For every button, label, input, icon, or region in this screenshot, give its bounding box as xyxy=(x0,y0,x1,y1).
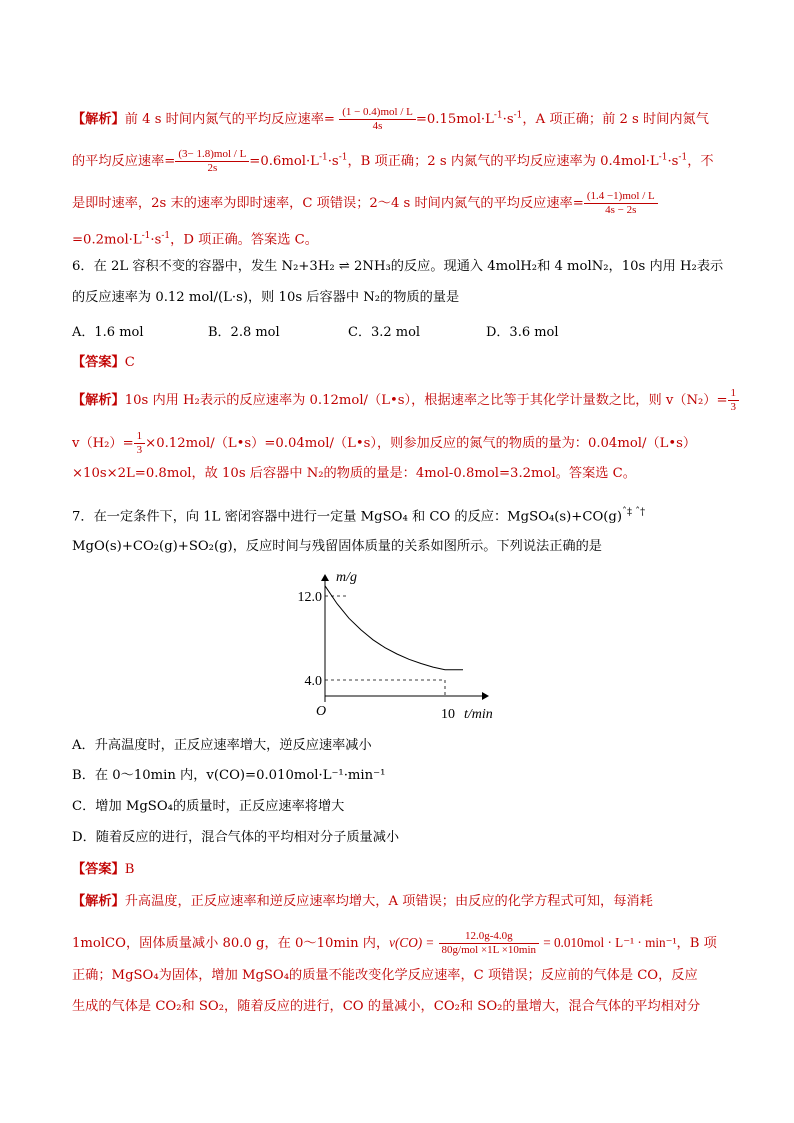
y-axis-label: m/g xyxy=(336,570,357,585)
q7-stem-line-2: MgO(s)+CO₂(g)+SO₂(g)，反应时间与残留固体质量的关系如图所示。下列说法正确的是 xyxy=(72,539,602,554)
q7-option-b[interactable]: B．在 0～10min 内，v(CO)=0.010mol·L⁻¹·min⁻¹ xyxy=(72,768,386,783)
q6-option-c[interactable]: C．3.2 mol xyxy=(348,325,421,340)
q6-explanation-line-3: ×10s×2L=0.8mol，故 10s 后容器中 N₂的物质的量是：4mol-0.8mol=3.2mol。答案选 C。 xyxy=(72,466,636,481)
origin-label: O xyxy=(316,704,327,719)
q7-answer xyxy=(72,862,134,878)
q5-explanation-line-3: 是即时速率，2s 末的速率为即时速率，C 项错误；2～4 s 时间内氮气的平均反应速率= $\frac{\text{(1.4 −1)mol / L}}{4s - 2s}$ xyxy=(72,190,658,217)
q7-option-d[interactable]: D．随着反应的进行，混合气体的平均相对分子质量减小 xyxy=(72,830,400,845)
q7-option-c[interactable]: C．增加 MgSO₄的质量时，正反应速率将增大 xyxy=(72,799,345,814)
q6-explanation-line-1: 【解析】10s 内用 H₂表示的反应速率为 0.12mol/（L•s），根据速率之比等于其化学计量数之比，则 v（N₂）= $\frac{1}{3}$ xyxy=(72,387,739,414)
fraction-vco: $\frac{12.0g-4.0g}{\text{80g/mol ×1L ×10min}}$ xyxy=(439,930,540,957)
mass-curve xyxy=(325,586,463,670)
q6-stem-line-2: 的反应速率为 0.12 mol/(L·s)，则 10s 后容器中 N₂的物质的量是 xyxy=(72,290,460,305)
answer-value: C xyxy=(124,355,135,370)
q6-option-a[interactable]: A．1.6 mol xyxy=(72,325,144,340)
q5-explanation-line-2: 的平均反应速率= $\frac{\text{(3− 1.8)mol / L}}{2s}$ $=0.6mol\cdot L^{-1}\cdot s^{-1}$，B 项正确；2 s 内氮气的平均反应速率为 $0.4mol\cdot L^{-1}\cdot s^{-1}$，不 xyxy=(72,148,714,174)
q7-explanation-line-3: 正确；MgSO₄为固体，增加 MgSO₄的质量不能改变化学反应速率，C 项错误；反应前的气体是 CO，反应 xyxy=(72,968,698,983)
equilibrium-arrow-glyph: ˆ‡ ˆ† xyxy=(621,507,646,518)
y-tick-label-12: 12.0 xyxy=(297,590,322,605)
q7-option-a[interactable]: A．升高温度时，正反应速率增大，逆反应速率减小 xyxy=(72,738,372,753)
fraction-one-third: $\frac{1}{3}$ xyxy=(134,430,146,457)
explanation-tag: 【解析】 xyxy=(72,393,125,408)
q7-explanation-line-2: 1molCO，固体质量减小 80.0 g，在 0～10min 内，v(CO) = $\frac{12.0g-4.0g}{\text{80g/mol ×1L ×10min}}$ = 0.010mol · L⁻¹ · min⁻¹，B 项 xyxy=(72,930,717,956)
fraction-3: $\frac{\text{(1.4 −1)mol / L}}{4s - 2s}$ xyxy=(584,190,658,217)
answer-tag: 【答案】 xyxy=(72,862,125,877)
explanation-tag: 【解析】 xyxy=(72,112,125,127)
fraction-1: $\frac{\text{(1 − 0.4)mol / L}}{4s}$ xyxy=(339,106,416,133)
x-tick-label-10: 10 xyxy=(441,707,455,722)
q5-explanation-line-4: $=0.2mol\cdot L^{-1}\cdot s^{-1}$，D 项正确。答案选 C。 xyxy=(72,231,318,248)
q6-option-d[interactable]: D．3.6 mol xyxy=(486,325,559,340)
q7-explanation-line-1: 【解析】升高温度，正反应速率和逆反应速率均增大，A 项错误；由反应的化学方程式可知，每消耗 xyxy=(72,894,653,909)
fraction-2: $\frac{\text{(3− 1.8)mol / L}}{2s}$ xyxy=(175,148,249,175)
q7-explanation-line-4: 生成的气体是 CO₂和 SO₂，随着反应的进行，CO 的量减小，CO₂和 SO₂的量增大，混合气体的平均相对分 xyxy=(72,999,701,1014)
q7-stem-line-1: 7．在一定条件下，向 1L 密闭容器中进行一定量 MgSO₄ 和 CO 的反应：$MgSO_4(s)+CO(g)^{ˆ\ddagger ˆ\dagger}$ xyxy=(72,507,646,525)
q6-explanation-line-2: v（H₂）= $\frac{1}{3}$ ×0.12mol/（L•s）=0.04mol/（L•s），则参加反应的氮气的物质的量为：0.04mol/（L•s） xyxy=(72,430,697,456)
answer-tag: 【答案】 xyxy=(72,355,125,370)
q6-option-b[interactable]: B．2.8 mol xyxy=(208,325,280,340)
explanation-tag: 【解析】 xyxy=(72,894,125,909)
q6-stem-line-1: 6．在 2L 容积不变的容器中，发生 N₂+3H₂ ⇌ 2NH₃的反应。现通入 4molH₂和 4 molN₂，10s 内用 H₂表示 xyxy=(72,259,724,274)
y-tick-label-4: 4.0 xyxy=(304,674,322,689)
fraction-one-third: $\frac{1}{3}$ xyxy=(728,387,740,414)
x-axis-label: t/min xyxy=(464,707,493,722)
q6-answer xyxy=(72,355,135,371)
q5-explanation-line-1: 【解析】前 4 s 时间内氮气的平均反应速率= $\frac{\text{(1 − 0.4)mol / L}}{4s}$ $=0.15mol\cdot L^{-1}\cdot s^{-1}$，A 项正确；前 2 s 时间内氮气 xyxy=(72,106,709,132)
answer-value: B xyxy=(124,862,135,877)
mass-time-chart xyxy=(282,565,522,725)
